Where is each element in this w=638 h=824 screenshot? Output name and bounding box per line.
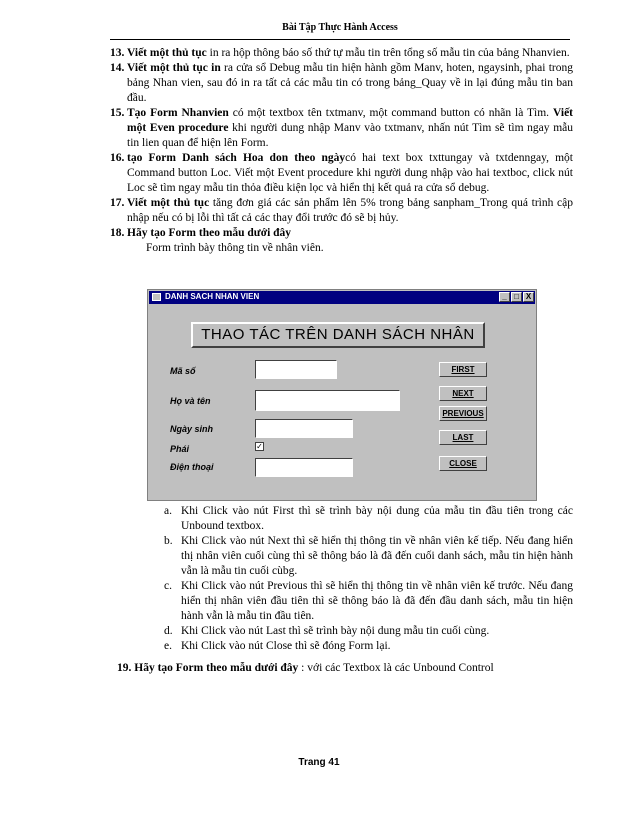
exercise-15	[110, 106, 573, 151]
next-button[interactable]: NEXT	[439, 386, 487, 401]
item-number: 16.	[110, 152, 125, 164]
ngay-sinh-textbox[interactable]	[255, 419, 353, 438]
behavior-item	[164, 639, 573, 654]
exercise-18	[110, 226, 573, 241]
item-number: 17.	[110, 197, 125, 209]
form-window-icon	[152, 293, 161, 301]
label-ma-so: Mã số	[170, 366, 196, 376]
item-text: : với các Textbox là các Unbound Control	[298, 662, 494, 674]
behavior-letter: a.	[164, 505, 172, 517]
label-ngay-sinh: Ngày sinh	[170, 424, 214, 434]
exercise-18-description: Form trình bày thông tin về nhân viên.	[146, 242, 324, 254]
phai-checkbox[interactable]: ✓	[256, 442, 263, 451]
form-titlebar	[149, 291, 535, 304]
behavior-text: Khi Click vào nút Last thì sẽ trình bày nội dung mẫu tin cuối cùng.	[181, 625, 490, 637]
page-number: Trang 41	[298, 757, 340, 768]
behavior-letter: c.	[164, 580, 172, 592]
exercise-19	[117, 661, 577, 676]
item-text-secondary: khi người dung nhập Manv vào txtmanv, nhấn nút Tìm sẽ tìm ngay mẫu tin lien quan để hiện lên Form.	[127, 122, 573, 149]
first-button[interactable]: FIRST	[439, 362, 487, 377]
page-header: Bài Tập Thực Hành Access	[282, 22, 398, 33]
header-rule	[110, 39, 570, 40]
behavior-text: Khi Click vào nút Previous thì sẽ hiển thị thông tin về nhân viên kế trước. Nếu đang hiển thị nhân viên đầu tiên thì sẽ thông báo là đã đến đầu danh sách, mẫu tin hiện hành vẫn là mẫu tin đầu tiên.	[181, 580, 573, 622]
behavior-list	[164, 504, 573, 654]
behavior-letter: e.	[164, 640, 172, 652]
behavior-item	[164, 579, 573, 624]
item-bold-lead: Viết một thủ tục	[127, 47, 207, 59]
dien-thoai-textbox[interactable]	[255, 458, 353, 477]
behavior-text: Khi Click vào nút Next thì sẽ hiển thị thông tin về nhân viên kế tiếp. Nếu đang hiển thị nhân viên cuối cùng thì sẽ thông báo là đã đến cuối danh sách, mẫu tin hiện hành vẫn là mẫu tin cuối cùbg.	[181, 535, 573, 577]
form-title: DANH SACH NHAN VIEN	[165, 292, 260, 301]
item-bold-lead: Viết một thủ tục in	[127, 62, 221, 74]
ho-ten-textbox[interactable]	[255, 390, 400, 411]
item-bold-lead: Tạo Form Nhanvien	[127, 107, 229, 119]
maximize-button[interactable]: □	[511, 292, 522, 302]
item-number: 18.	[110, 227, 125, 239]
item-bold-lead: tạo Form Danh sách Hoa don theo ngày	[127, 152, 346, 164]
window-close-button[interactable]: X	[523, 292, 534, 302]
exercise-13	[110, 46, 573, 61]
behavior-letter: d.	[164, 625, 173, 637]
label-phai: Phái	[170, 444, 190, 454]
label-ho-ten: Họ và tên	[170, 396, 211, 406]
item-bold-lead: Viết một thủ tục	[127, 197, 210, 209]
item-text: có một textbox tên txtmanv, một command button có nhãn là Tìm.	[228, 107, 553, 119]
ma-so-textbox[interactable]	[255, 360, 337, 379]
item-bold-lead: Hãy tạo Form theo mẫu dưới đây	[134, 662, 299, 674]
item-bold-lead: Hãy tạo Form theo mẫu dưới đây	[127, 227, 292, 239]
close-button[interactable]: CLOSE	[439, 456, 487, 471]
item-text: ra cửa sổ Debug mẫu tin hiện hành gồm Manv, hoten, ngaysinh, phai trong bảng Nhan vien, sau đó in ra tất cả các mẫu tin có trong bảng_Quay về in lại đúng mẫu tin ban đầu.	[127, 62, 574, 104]
form-window	[147, 289, 537, 501]
last-button[interactable]: LAST	[439, 430, 487, 445]
item-text: in ra hộp thông báo số thứ tự mẫu tin trên tổng số mẫu tin của bảng Nhanvien.	[206, 47, 570, 59]
exercise-list	[110, 46, 573, 256]
exercise-17	[110, 196, 573, 226]
item-number: 13.	[110, 47, 125, 59]
behavior-text: Khi Click vào nút First thì sẽ trình bày nội dung của mẫu tin đầu tiên trong các Unbound textbox.	[181, 505, 573, 532]
item-text: có hai text box txttungay và txtdenngay, một Command button Loc. Viết một Event procedure khi người dung nhập vào hai textboc, click nút Loc sẽ tìm ngay mẫu tin thỏa điều kiện lọc và hiển thị kết quả ra cửa sổ debug.	[127, 152, 574, 194]
item-bold-secondary: Viết một Even procedure	[127, 107, 574, 134]
behavior-item	[164, 504, 573, 534]
item-number: 15.	[110, 107, 125, 119]
form-banner: THAO TÁC TRÊN DANH SÁCH NHÂN	[191, 322, 485, 348]
minimize-button[interactable]: _	[499, 292, 510, 302]
item-number: 14.	[110, 62, 125, 74]
item-text: tăng đơn giá các sản phẩm lên 5% trong bảng sanpham_Trong quá trình cập nhập nếu có bị lỗi thì tất cả các thay đổi trước đó sẽ bị hủy.	[127, 197, 573, 224]
item-number: 19.	[117, 662, 132, 674]
behavior-item	[164, 534, 573, 579]
behavior-letter: b.	[164, 535, 173, 547]
exercise-16	[110, 151, 573, 196]
behavior-item	[164, 624, 573, 639]
exercise-14	[110, 61, 573, 106]
previous-button[interactable]: PREVIOUS	[439, 406, 487, 421]
behavior-text: Khi Click vào nút Close thì sẽ đóng Form lại.	[181, 640, 391, 652]
label-dien-thoai: Điện thoại	[170, 462, 214, 472]
